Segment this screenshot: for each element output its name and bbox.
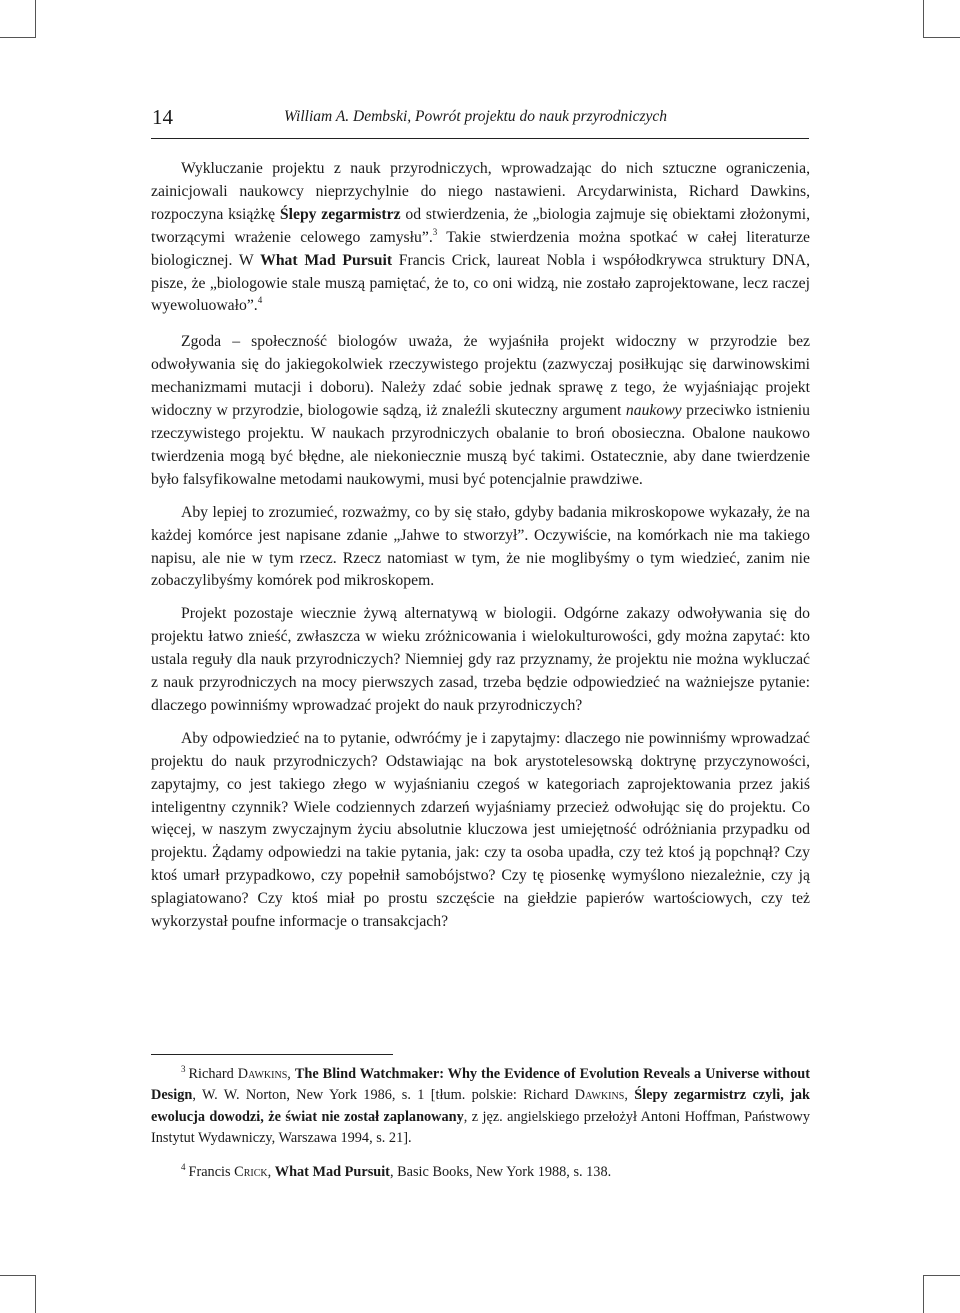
body-text (151, 158, 810, 944)
footnote-mark: 4 (181, 1162, 186, 1173)
book-title: Ślepy zegarmistrz czyli, jak ewolucja dowodzi, że świat nie został zaplanowany (151, 1087, 811, 1125)
footnote-rule (151, 1054, 393, 1055)
footnote-ref: 3 (432, 226, 438, 237)
footnote: $^3$ Richard Dawkins, The Blind Watchmaker: Why the Evidence of Evolution Reveals a Universe without Design, W. W. Norton, New York 1986, s. 1 [tłum. polskie: Richard Dawkins, Ślepy zegarmistrz czyli, jak ewolucja dowodzi, że świat nie został zaplanowany, z jęz. angielskiego przełożył Antoni Hoffman, Państwowy Instytut Wydawniczy, Warszawa 1994, s. 21]. (151, 1064, 811, 1146)
paragraph: Aby odpowiedzieć na to pytanie, odwróćmy je i zapytajmy: dlaczego nie powinniśmy wprowadzać projektu do nauk przyrodniczych? Odstawiając na bok arystotelesowską doktrynę przyczynowości, zapytajmy, co jest takiego złego w wyjaśnianiu czegoś w kategoriach zaprojektowania przez jakiś inteligentny czynnik? Wiele codziennych zdarzeń wyjaśniamy przecież odwołując się do projektu. Co więcej, w naszym zwyczajnym życiu absolutnie kluczowa jest umiejętność odróżniania przypadku od projektu. Żądamy odpowiedzi na takie pytania, jak: czy ta osoba upadła, czy też ktoś ją popchnął? Czy ktoś umarł przypadkowo, czy popełnił samobójstwo? Czy tę piosenkę wymyślono niezależnie, czy ją splagiatowano? Czy ktoś miał po prostu szczęście na giełdzie papierów wartościowych, czy też wykorzystał poufne informacje o transakcjach? (151, 729, 810, 931)
footnote-ref: 4 (257, 295, 263, 306)
footnote: $^4$ Francis Crick, What Mad Pursuit, Basic Books, New York 1988, s. 138. (181, 1162, 612, 1181)
crop-mark (923, 0, 924, 38)
crop-mark (924, 1275, 960, 1276)
crop-mark (0, 1275, 36, 1276)
running-title: William A. Dembski, Powrót projektu do nauk przyrodniczych (284, 108, 668, 125)
header-rule (151, 138, 809, 139)
paragraph: Wykluczanie projektu z nauk przyrodniczych, wprowadzając do nich sztuczne ograniczenia, zainicjowali naukowcy nieprzychylnie do niego nastawieni. Arcydarwinista, Richard Dawkins, rozpoczyna książkę Ślepy zegarmistrz od stwierdzenia, że „biologia zajmuje się obiektami złożonymi, tworzącymi wrażenie celowego zamysłu”.$^3$ Takie stwierdzenia można spotkać w całej literaturze biologicznej. W What Mad Pursuit Francis Crick, laureat Nobla i współodkrywca struktury DNA, pisze, że „biologowie stale muszą pamiętać, że to, co oni widzą, nie zostało zaprojektowane, lecz raczej wyewoluowało”.$^4$ (151, 160, 811, 315)
paragraph: Zgoda – społeczność biologów uważa, że wyjaśniła projekt widoczny w przyrodzie bez odwoływania się do jakiegokolwiek rzeczywistego projektu (zazwyczaj posiłkując się darwinowskimi mechanizmami mutacji i doboru). Należy zdać sobie jednak sprawę z tego, że wyjaśniając projekt widoczny w przyrodzie, biologowie sądzą, iż znaleźli skuteczny argument naukowy przeciwko istnieniu rzeczywistego projektu. W naukach przyrodniczych obalanie to broń obosieczna. Obalone naukowo twierdzenia mogą być błędne, ale niekoniecznie muszą być takimi. Ostatecznie, aby dane twierdzenie było falsyfikowalne metodami naukowymi, musi być potencjalnie prawdziwe. (151, 333, 810, 488)
paragraph: Aby lepiej to zrozumieć, rozważmy, co by się stało, gdyby badania mikroskopowe wykazały, że na każdej komórce jest napisane zdanie „Jahwe to stworzył”. Oczywiście, na komórkach nie ma takiego napisu, ale nie w tym rzecz. Rzecz natomiast w tym, że nie moglibyśmy o tym wiedzieć, zanim nie zobaczylibyśmy komórek pod mikroskopem. (151, 503, 810, 590)
crop-mark (924, 37, 960, 38)
crop-mark (0, 37, 36, 38)
crop-mark (35, 0, 36, 38)
footnotes (151, 1064, 810, 1196)
book-title: The Blind Watchmaker: Why the Evidence of Evolution Reveals a Universe without Design (151, 1066, 810, 1104)
paragraph: Projekt pozostaje wiecznie żywą alternatywą w biologii. Odgórne zakazy odwoływania się do projektu łatwo znieść, zwłaszcza w wieku zróżnicowania i wielokulturowości, gdy można zapytać: kto ustala reguły dla nauk przyrodniczych? Niemniej gdy raz przyznamy, że projektu nie można wykluczać z nauk przyrodniczych na mocy pierwszych zasad, trzeba będzie odpowiedzieć na ważniejsze pytanie: dlaczego powinniśmy wprowadzać projekt do nauk przyrodniczych? (151, 605, 810, 714)
book-title: What Mad Pursuit (274, 1164, 390, 1181)
emphasis: naukowy (625, 402, 682, 420)
footnote-mark: 3 (181, 1064, 186, 1074)
crop-mark (923, 1275, 924, 1313)
book-title: Ślepy zegarmistrz (279, 205, 401, 223)
book-title: What Mad Pursuit (260, 251, 393, 269)
page-number: 14 (152, 105, 173, 129)
crop-mark (35, 1275, 36, 1313)
